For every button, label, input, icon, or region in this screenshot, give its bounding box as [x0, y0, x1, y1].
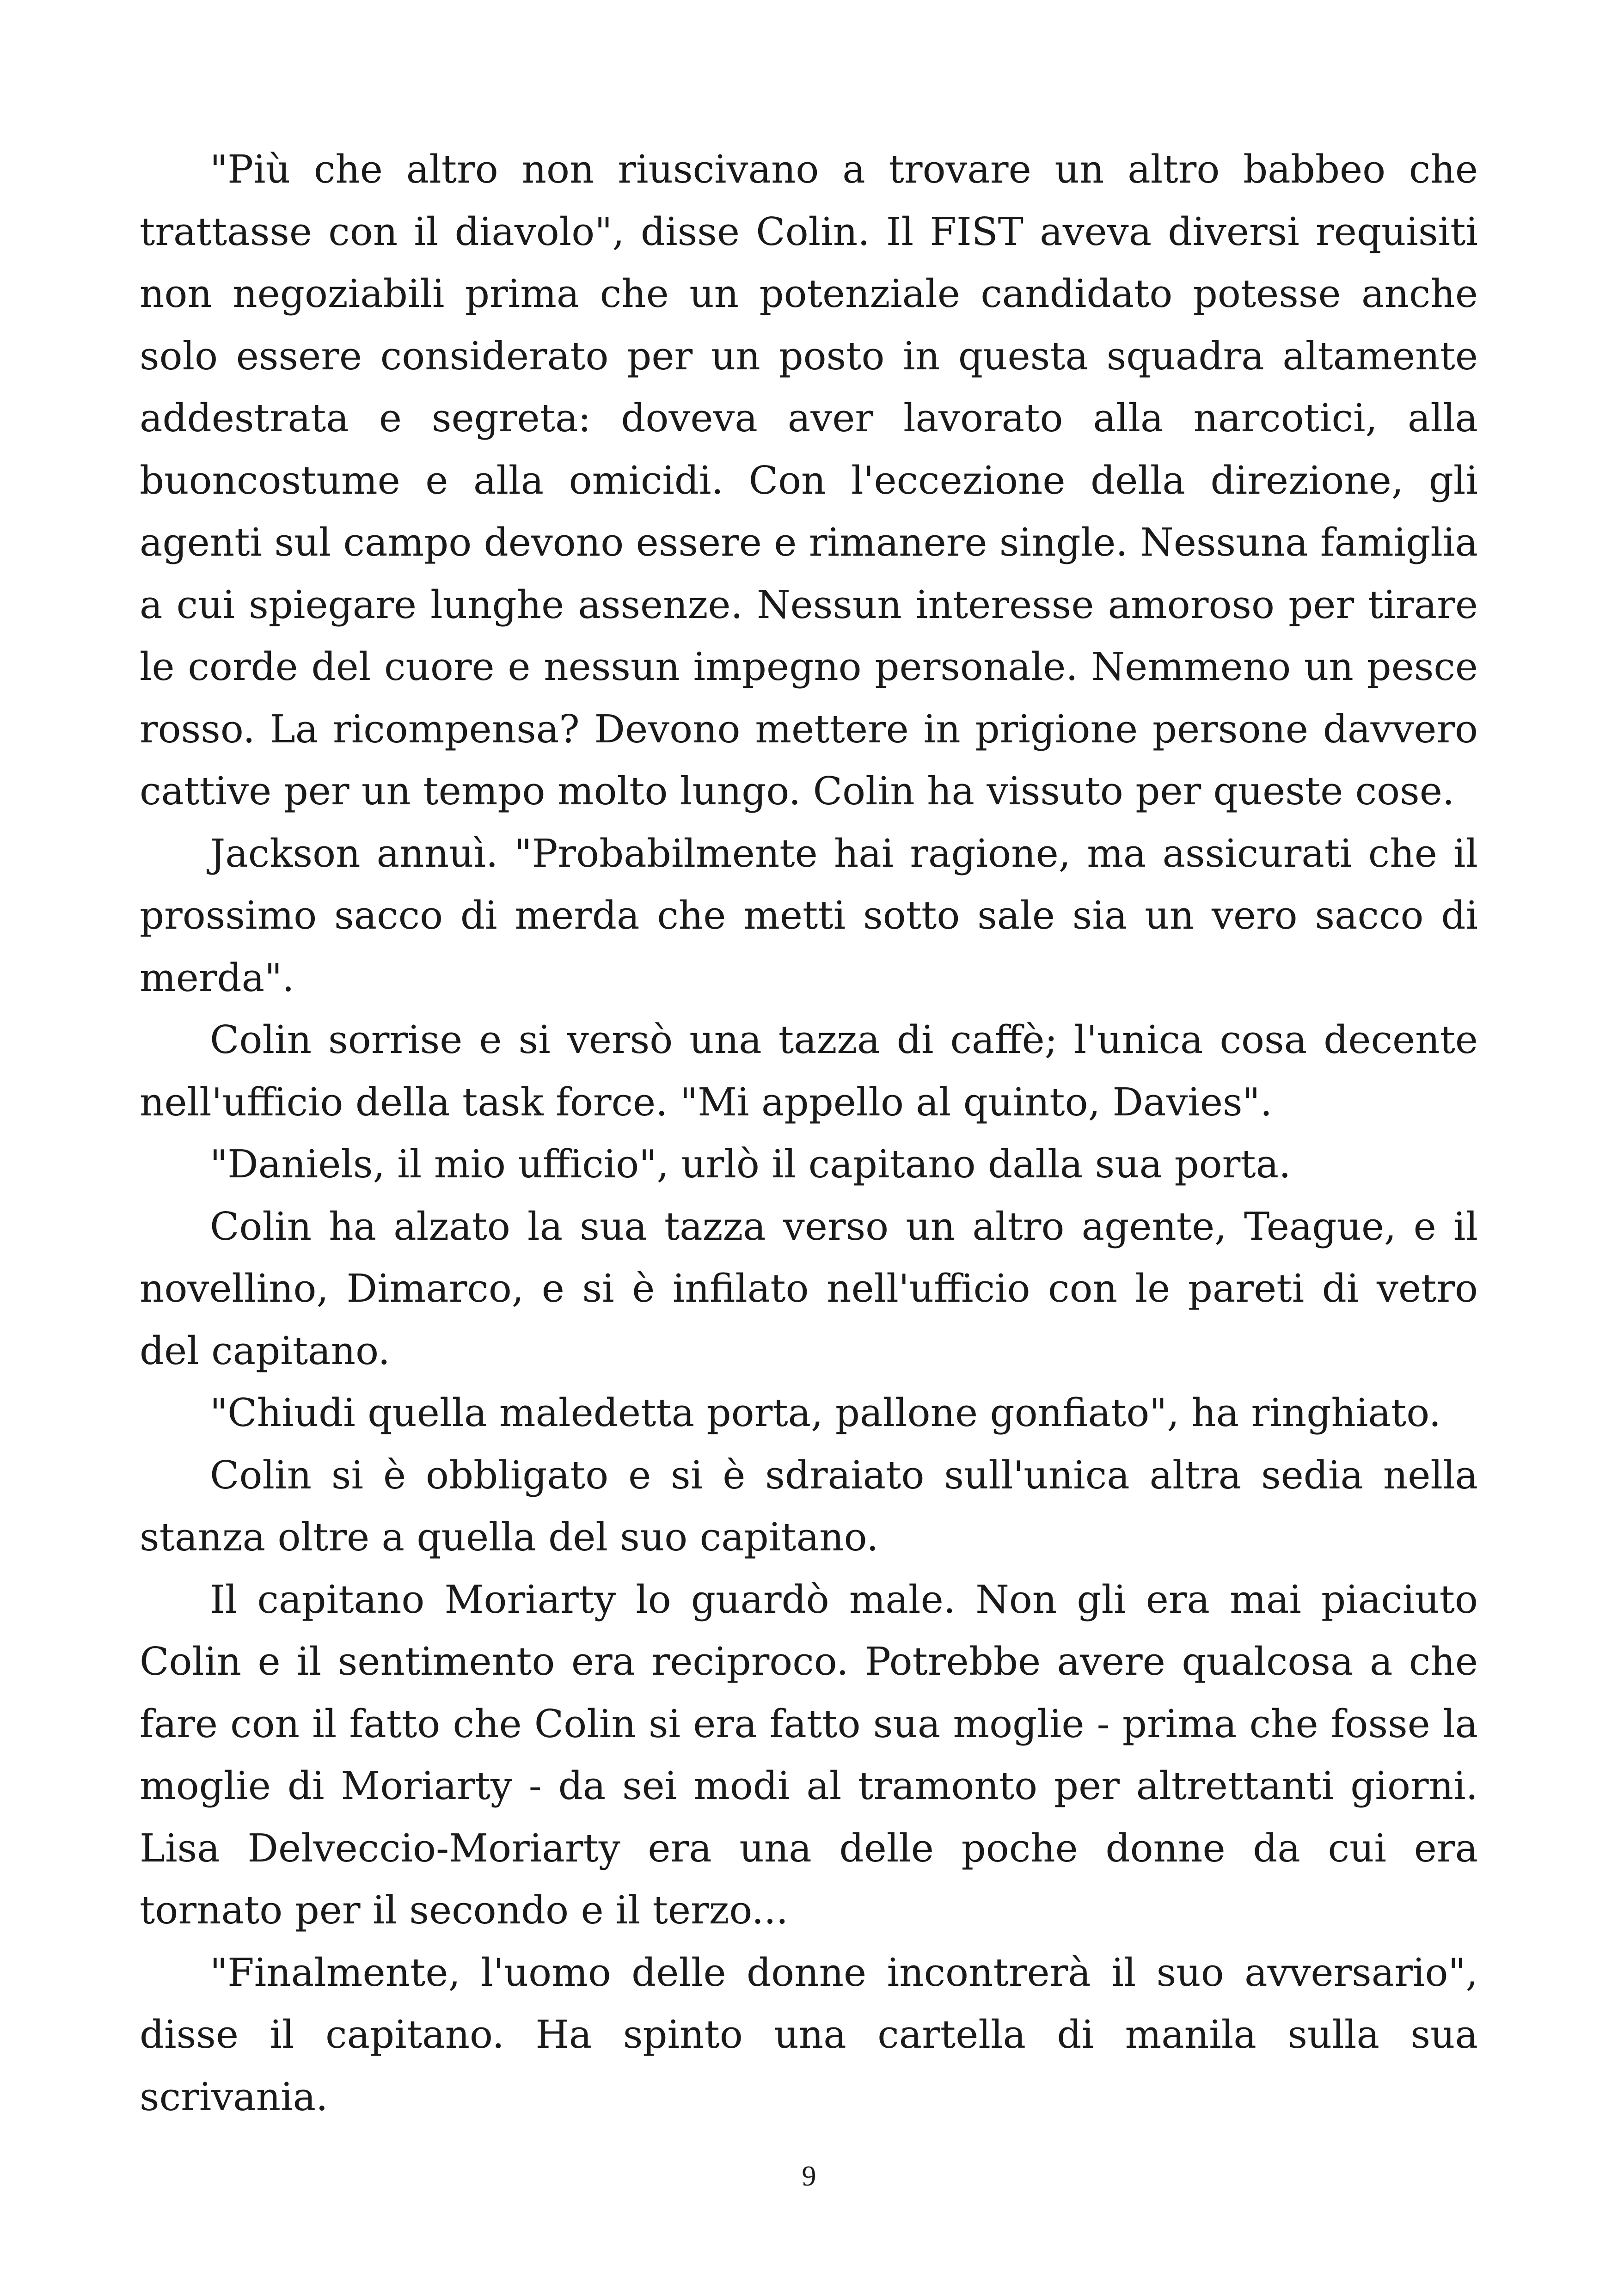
paragraph-6: "Chiudi quella maledetta porta, pallone gonfiato", ha ringhiato.	[210, 1390, 1441, 1435]
paragraph-3: Colin sorrise e si versò una tazza di caffè; l'unica cosa decente nell'ufficio della task force. "Mi appello al quinto, Davies".	[140, 1017, 1478, 1125]
paragraph-5: Colin ha alzato la sua tazza verso un altro agente, Teague, e il novellino, Dimarco, e si è infilato nell'ufficio con le pareti di vetro del capitano.	[140, 1204, 1478, 1373]
paragraph-1: "Più che altro non riuscivano a trovare un altro babbeo che trattasse con il diavolo", disse Colin. Il FIST aveva diversi requisiti non negoziabili prima che un potenziale candidato potesse anche solo essere considerato per un posto in questa squadra altamente addestrata e segreta: doveva aver lavorato alla narcotici, alla buoncostume e alla omicidi. Con l'eccezione della direzione, gli agenti sul campo devono essere e rimanere single. Nessuna famiglia a cui spiegare lunghe assenze. Nessun interesse amoroso per tirare le corde del cuore e nessun impegno personale. Nemmeno un pesce rosso. La ricompensa? Devono mettere in prigione persone davvero cattive per un tempo molto lungo. Colin ha vissuto per queste cose.	[140, 147, 1478, 814]
page-number: 9	[802, 2161, 816, 2192]
paragraph-4: "Daniels, il mio ufficio", urlò il capitano dalla sua porta.	[210, 1142, 1291, 1187]
body-text	[140, 139, 1478, 2128]
paragraph-7: Colin si è obbligato e si è sdraiato sull'unica altra sedia nella stanza oltre a quella del suo capitano.	[140, 1452, 1478, 1560]
paragraph-9: "Finalmente, l'uomo delle donne incontrerà il suo avversario", disse il capitano. Ha spinto una cartella di manila sulla sua scrivania.	[140, 1950, 1478, 2119]
paragraph-2: Jackson annuì. "Probabilmente hai ragione, ma assicurati che il prossimo sacco di merda che metti sotto sale sia un vero sacco di merda".	[140, 831, 1478, 1000]
paragraph-8: Il capitano Moriarty lo guardò male. Non gli era mai piaciuto Colin e il sentimento era reciproco. Potrebbe avere qualcosa a che fare con il fatto che Colin si era fatto sua moglie - prima che fosse la moglie di Moriarty - da sei modi al tramonto per altrettanti giorni. Lisa Delveccio-Moriarty era una delle poche donne da cui era tornato per il secondo e il terzo...	[140, 1577, 1478, 1933]
